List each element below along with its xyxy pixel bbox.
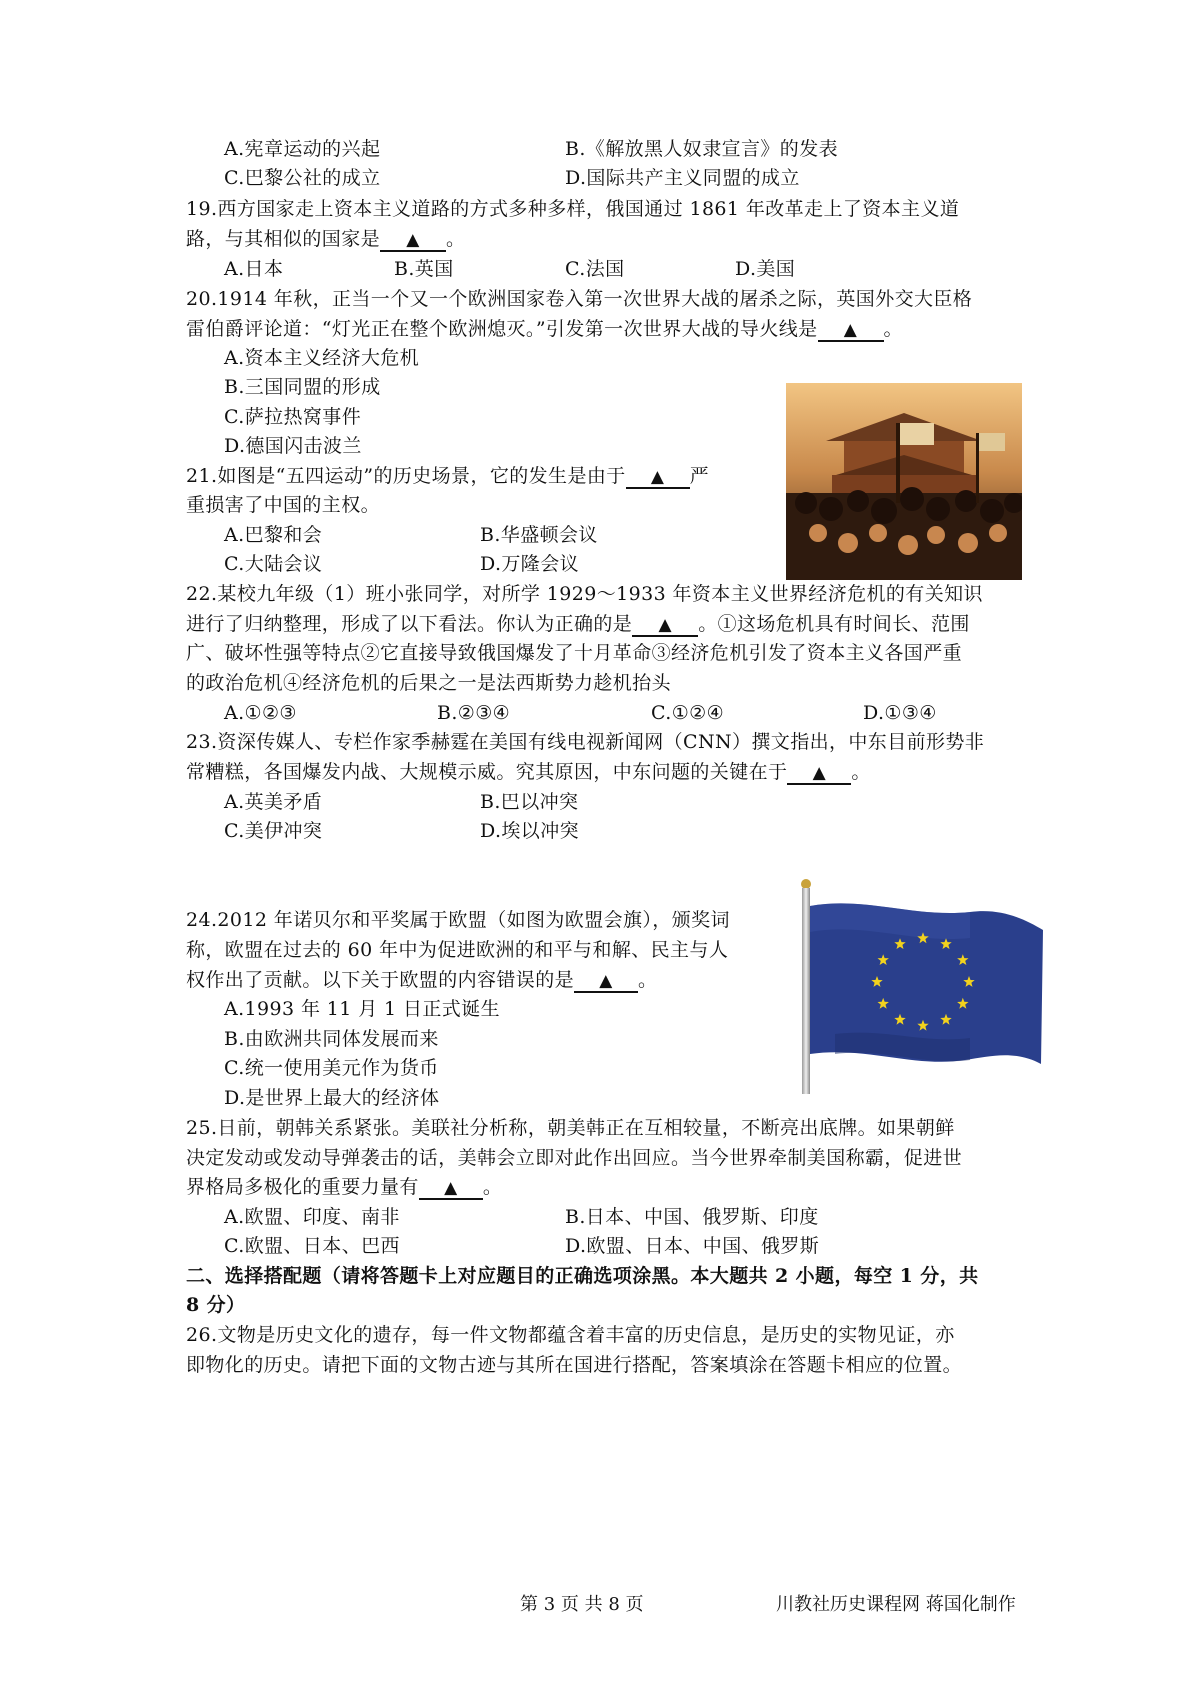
- q22-option-a: A.①②③: [224, 702, 297, 724]
- may-fourth-movement-image: [786, 383, 1022, 580]
- q24-option-b: B.由欧洲共同体发展而来: [224, 1028, 439, 1050]
- q22-option-d: D.①③④: [863, 702, 937, 724]
- q23-option-a: A.英美矛盾: [224, 791, 323, 813]
- q25-option-d: D.欧盟、日本、中国、俄罗斯: [565, 1235, 820, 1257]
- q24-option-d: D.是世界上最大的经济体: [224, 1087, 440, 1109]
- q25-stem-line2: 决定发动或发动导弹袭击的话，美韩会立即对此作出回应。当今世界牵制美国称霸，促进世: [186, 1147, 963, 1169]
- q22-stem-line3: 广、破坏性强等特点②它直接导致俄国爆发了十月革命③经济危机引发了资本主义各国严重: [186, 642, 963, 664]
- q20-answer-blank: ▲: [818, 319, 884, 342]
- q24-option-a: A.1993 年 11 月 1 日正式诞生: [224, 998, 500, 1020]
- q22-answer-blank: ▲: [632, 614, 698, 637]
- q19-stem-line1: 19.西方国家走上资本主义道路的方式多种多样，俄国通过 1861 年改革走上了资本主义道: [186, 198, 960, 220]
- q18-option-b: B.《解放黑人奴隶宣言》的发表: [565, 138, 839, 160]
- may-fourth-scene-illustration: [786, 383, 1022, 580]
- eu-flag-illustration: [795, 878, 1047, 1094]
- q21-option-c: C.大陆会议: [224, 553, 323, 575]
- q21-answer-blank: ▲: [626, 466, 690, 489]
- q19-option-d: D.美国: [735, 258, 796, 280]
- q24-stem-line1: 24.2012 年诺贝尔和平奖属于欧盟（如图为欧盟会旗），颁奖词: [186, 909, 730, 931]
- footer-page-number: 第 3 页 共 8 页: [520, 1594, 644, 1615]
- q24-option-c: C.统一使用美元作为货币: [224, 1057, 439, 1079]
- q18-option-a: A.宪章运动的兴起: [224, 138, 381, 160]
- section2-heading-line1: 二、选择搭配题（请将答题卡上对应题目的正确选项涂黑。本大题共 2 小题，每空 1 分，共: [186, 1265, 979, 1287]
- q20-option-b: B.三国同盟的形成: [224, 376, 381, 398]
- q23-option-b: B.巴以冲突: [480, 791, 579, 813]
- q23-stem-line2: 常糟糕，各国爆发内战、大规模示威。究其原因，中东问题的关键在于 ▲ 。: [186, 761, 871, 783]
- q23-answer-blank: ▲: [787, 762, 851, 785]
- q21-option-b: B.华盛顿会议: [480, 524, 598, 546]
- q26-stem-line2: 即物化的历史。请把下面的文物古迹与其所在国进行搭配，答案填涂在答题卡相应的位置。: [186, 1354, 963, 1376]
- q20-option-a: A.资本主义经济大危机: [224, 347, 420, 369]
- q26-stem-line1: 26.文物是历史文化的遗存，每一件文物都蕴含着丰富的历史信息，是历史的实物见证，亦: [186, 1324, 955, 1346]
- q20-stem-line2: 雷伯爵评论道：“灯光正在整个欧洲熄灭。”引发第一次世界大战的导火线是 ▲ 。: [186, 318, 903, 340]
- eu-flag-image: [795, 878, 1047, 1094]
- q25-option-a: A.欧盟、印度、南非: [224, 1206, 400, 1228]
- q22-option-c: C.①②④: [651, 702, 724, 724]
- q24-stem-line3: 权作出了贡献。以下关于欧盟的内容错误的是 ▲ 。: [186, 969, 658, 991]
- section2-heading-line2: 8 分）: [186, 1294, 246, 1316]
- q19-answer-blank: ▲: [380, 229, 446, 252]
- q22-stem-line2: 进行了归纳整理，形成了以下看法。你认为正确的是 ▲ 。①这场危机具有时间长、范围: [186, 613, 970, 635]
- footer-credit: 川教社历史课程网 蒋国化制作: [776, 1594, 1016, 1615]
- q23-stem-line1: 23.资深传媒人、专栏作家季赫霆在美国有线电视新闻网（CNN）撰文指出，中东目前形势非: [186, 731, 985, 753]
- q19-option-c: C.法国: [565, 258, 625, 280]
- q20-option-d: D.德国闪击波兰: [224, 435, 362, 457]
- q21-option-d: D.万隆会议: [480, 553, 579, 575]
- q23-option-c: C.美伊冲突: [224, 820, 323, 842]
- q21-stem-line1: 21.如图是“五四运动”的历史场景，它的发生是由于 ▲ 严: [186, 465, 710, 487]
- q21-stem-line2: 重损害了中国的主权。: [186, 494, 381, 516]
- q18-option-d: D.国际共产主义同盟的成立: [565, 167, 800, 189]
- q20-stem-line1: 20.1914 年秋，正当一个又一个欧洲国家卷入第一次世界大战的屠杀之际，英国外交大臣格: [186, 288, 973, 310]
- q19-option-a: A.日本: [224, 258, 284, 280]
- q24-answer-blank: ▲: [574, 970, 638, 993]
- q18-option-c: C.巴黎公社的成立: [224, 167, 381, 189]
- q25-option-b: B.日本、中国、俄罗斯、印度: [565, 1206, 819, 1228]
- q25-option-c: C.欧盟、日本、巴西: [224, 1235, 400, 1257]
- q25-stem-line1: 25.日前，朝韩关系紧张。美联社分析称，朝美韩正在互相较量，不断亮出底牌。如果朝鲜: [186, 1117, 955, 1139]
- q24-stem-line2: 称，欧盟在过去的 60 年中为促进欧洲的和平与和解、民主与人: [186, 939, 729, 961]
- q19-stem-line2: 路，与其相似的国家是 ▲ 。: [186, 228, 466, 250]
- q25-answer-blank: ▲: [419, 1177, 483, 1200]
- q25-stem-line3: 界格局多极化的重要力量有 ▲ 。: [186, 1176, 503, 1198]
- q22-stem-line1: 22.某校九年级（1）班小张同学，对所学 1929～1933 年资本主义世界经济危机的有关知识: [186, 583, 983, 605]
- q23-option-d: D.埃以冲突: [480, 820, 579, 842]
- q22-stem-line4: 的政治危机④经济危机的后果之一是法西斯势力趁机抬头: [186, 672, 672, 694]
- q20-option-c: C.萨拉热窝事件: [224, 406, 362, 428]
- q21-option-a: A.巴黎和会: [224, 524, 323, 546]
- q22-option-b: B.②③④: [437, 702, 511, 724]
- q19-option-b: B.英国: [394, 258, 454, 280]
